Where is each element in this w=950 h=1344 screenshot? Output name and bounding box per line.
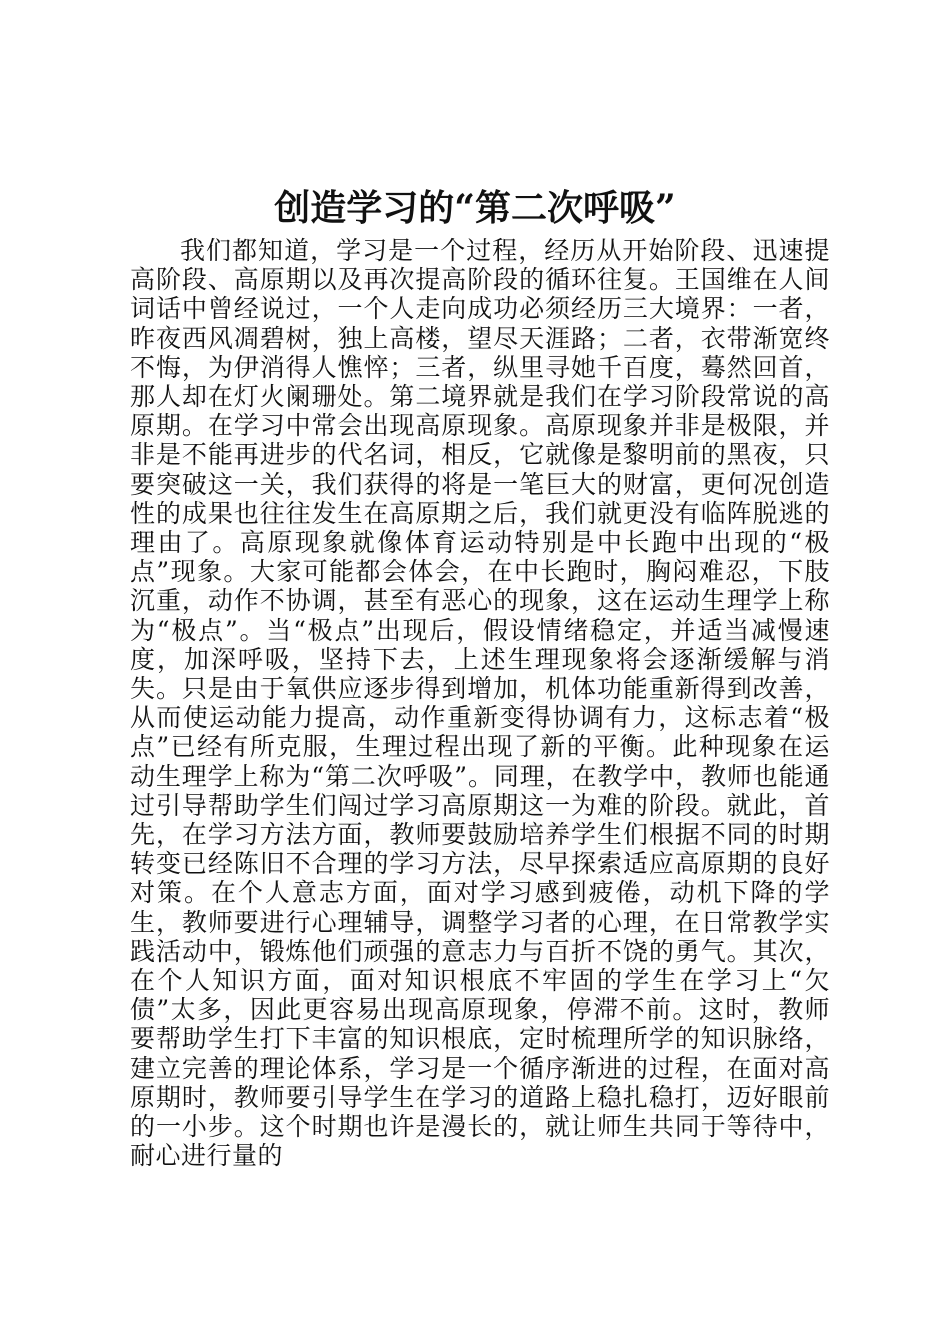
document-title: 创造学习的“第二次呼吸” <box>274 187 676 229</box>
body-paragraph: 我们都知道，学习是一个过程，经历从开始阶段、迅速提高阶段、高原期以及再次提高阶段的循环往复。王国维在人间词话中曾经说过，一个人走向成功必须经历三大境界：一者，昨夜西风凋碧树，独上高楼，望尽天涯路；二者，衣带渐宽终不悔，为伊消得人憔悴；三者，纵里寻她千百度，蓦然回首，那人却在灯火阑珊处。第二境界就是我们在学习阶段常说的高原期。在学习中常会出现高原现象。高原现象并非是极限，并非是不能再进步的代名词，相反，它就像是黎明前的黑夜，只要突破这一关，我们获得的将是一笔巨大的财富，更何况创造性的成果也往往发生在高原期之后，我们就更没有临阵脱逃的理由了。高原现象就像体育运动特别是中长跑中出现的“极点”现象。大家可能都会体会，在中长跑时，胸闷难忍，下肢沉重，动作不协调，甚至有恶心的现象，这在运动生理学上称为“极点”。当“极点”出现后，假设情绪稳定，并适当减慢速度，加深呼吸，坚持下去，上述生理现象将会逐渐缓解与消失。只是由于氧供应逐步得到增加，机体功能重新得到改善，从而使运动能力提高，动作重新变得协调有力，这标志着“极点”已经有所克服，生理过程出现了新的平衡。此种现象在运动生理学上称为“第二次呼吸”。同理，在教学中，教师也能通过引导帮助学生们闯过学习高原期这一为难的阶段。就此，首先，在学习方法方面，教师要鼓励培养学生们根据不同的时期转变已经陈旧不合理的学习方法，尽早探索适应高原期的良好对策。在个人意志方面，面对学习感到疲倦，动机下降的学生，教师要进行心理辅导，调整学习者的心理，在日常教学实践活动中，锻炼他们顽强的意志力与百折不饶的勇气。其次，在个人知识方面，面对知识根底不牢固的学生在学习上“欠债”太多，因此更容易出现高原现象，停滞不前。这时，教师要帮助学生打下丰富的知识根底，定时梳理所学的知识脉络，建立完善的理论体系，学习是一个循序渐进的过程，在面对高原期时，教师要引导学生在学习的道路上稳扎稳打，迈好眼前的一小步。这个时期也许是漫长的，就让师生共同于等待中，耐心进行量的 <box>130 236 830 1171</box>
